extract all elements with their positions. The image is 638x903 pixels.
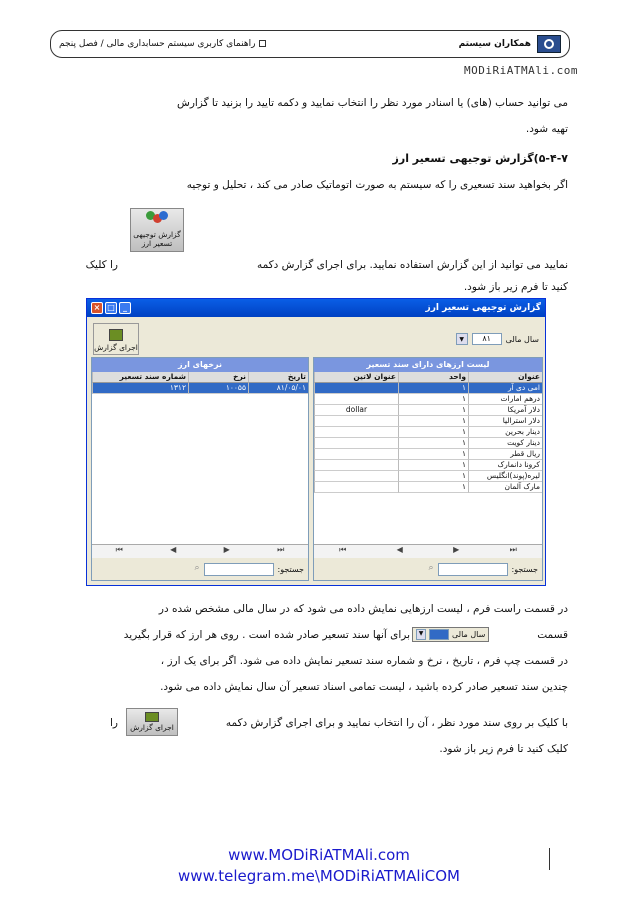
prev-record-icon[interactable]: ◀ xyxy=(170,545,177,554)
table-cell: dollar xyxy=(314,405,398,416)
chevron-down-icon[interactable]: ▼ xyxy=(456,333,468,345)
table-row[interactable] xyxy=(314,383,542,394)
paragraph-line: با کلیک بر روی سند مورد نظر ، آن را انتخاب نمایید و برای اجرای گزارش دکمه xyxy=(225,717,568,729)
book-title: راهنمای کاربری سیستم حسابداری مالی / فصل پنجم xyxy=(59,39,266,49)
footer-link[interactable]: www.telegram.me\MODiRiATMAliCOM xyxy=(178,867,460,885)
table-cell: لیره(پوند)انگلیس xyxy=(468,471,542,482)
intro-line: می توانید حساب (های) یا اسنادر مورد نظر را انتخاب نمایید و دکمه تایید را بزنید تا گزارش xyxy=(177,97,568,109)
table-cell: ۱ xyxy=(398,471,468,482)
table-cell xyxy=(314,416,398,427)
first-record-icon[interactable]: ⏮ xyxy=(115,545,123,554)
table-cell xyxy=(314,460,398,471)
table-row[interactable] xyxy=(92,383,308,394)
intro-paragraph xyxy=(68,90,568,142)
table-cell: ۱۰۰۵۵ xyxy=(188,383,248,394)
rates-table-header xyxy=(92,372,308,383)
report-people-icon xyxy=(146,211,168,227)
fiscal-year-input[interactable]: ۸۱ xyxy=(472,333,502,345)
prev-record-icon[interactable]: ◀ xyxy=(396,545,403,554)
fiscal-year-input xyxy=(429,629,449,640)
table-row[interactable] xyxy=(314,405,542,416)
paragraph-line: در قسمت چپ فرم ، تاریخ ، نرخ و شماره سند تسعیر نمایش داده می شود. اگر برای یک ارز ، xyxy=(160,655,568,667)
table-cell: ۱ xyxy=(398,383,468,394)
table-row[interactable] xyxy=(314,449,542,460)
table-row[interactable] xyxy=(314,438,542,449)
table-row[interactable] xyxy=(314,471,542,482)
table-cell: ۱ xyxy=(398,427,468,438)
fiscal-year-label: سال مالی xyxy=(452,630,486,639)
table-cell xyxy=(314,482,398,493)
company-logo-icon xyxy=(537,35,561,53)
report-window xyxy=(86,298,546,586)
search-label: جستجو: xyxy=(511,564,538,574)
last-record-icon[interactable]: ⏭ xyxy=(509,545,517,554)
table-cell xyxy=(314,449,398,460)
paragraph-line: را کلیک xyxy=(85,259,118,271)
table-row[interactable] xyxy=(314,427,542,438)
binoculars-icon[interactable]: ⌕ xyxy=(428,563,434,573)
run-report-button[interactable] xyxy=(93,323,139,355)
run-report-icon xyxy=(109,329,123,341)
rates-search xyxy=(92,558,308,580)
next-record-icon[interactable]: ▶ xyxy=(223,545,230,554)
fiscal-year-inline-image xyxy=(412,627,489,642)
window-controls xyxy=(91,302,131,314)
table-row[interactable] xyxy=(314,416,542,427)
intro-line: تهیه شود. xyxy=(525,123,568,135)
table-cell: ۱ xyxy=(398,405,468,416)
currencies-table-header xyxy=(314,372,542,383)
table-row[interactable] xyxy=(314,394,542,405)
section-title: ۵-۴-۷)گزارش توجیهی تسعیر ارز xyxy=(392,152,568,165)
paragraph-1 xyxy=(68,172,568,198)
column-header[interactable]: عنوان xyxy=(468,372,542,383)
table-cell: ۱ xyxy=(398,438,468,449)
currencies-search xyxy=(314,558,542,580)
search-input[interactable] xyxy=(204,563,274,576)
minimize-icon[interactable]: _ xyxy=(119,302,131,314)
rates-panel-title: نرخهای ارز xyxy=(92,358,308,372)
next-record-icon[interactable]: ▶ xyxy=(453,545,460,554)
binoculars-icon[interactable]: ⌕ xyxy=(194,563,200,573)
column-header[interactable]: عنوان لاتین xyxy=(314,372,398,383)
table-cell: ۱ xyxy=(398,460,468,471)
search-label: جستجو: xyxy=(277,564,304,574)
site-watermark: MODiRiATMAli.com xyxy=(464,64,578,77)
fiscal-year-selector xyxy=(456,333,539,345)
table-row[interactable] xyxy=(314,482,542,493)
chevron-down-icon: ▼ xyxy=(416,629,426,640)
first-record-icon[interactable]: ⏮ xyxy=(339,545,347,554)
run-report-icon xyxy=(145,712,159,722)
table-cell xyxy=(314,427,398,438)
column-header[interactable]: واحد xyxy=(398,372,468,383)
page-header xyxy=(50,30,570,58)
table-cell: درهم امارات xyxy=(468,394,542,405)
paragraph-line: کلیک کنید تا فرم زیر باز شود. xyxy=(439,743,568,755)
table-cell xyxy=(314,438,398,449)
table-cell xyxy=(314,383,398,394)
last-record-icon[interactable]: ⏭ xyxy=(277,545,285,554)
record-navigator xyxy=(314,544,542,558)
close-icon[interactable]: × xyxy=(91,302,103,314)
run-report-button-image xyxy=(126,708,178,736)
table-cell: ۱ xyxy=(398,482,468,493)
table-cell: دینار بحرین xyxy=(468,427,542,438)
table-cell: کرونا دانمارک xyxy=(468,460,542,471)
table-cell: ۱ xyxy=(398,394,468,405)
paragraph-line: چندین سند تسعیر صادر کرده باشید ، لیست تمامی اسناد تسعیر آن سال نمایش داده می شود. xyxy=(160,681,568,693)
currencies-panel xyxy=(313,357,543,581)
paragraph-line: را xyxy=(110,717,118,729)
run-report-label: اجرای گزارش xyxy=(94,343,138,352)
paragraph-line: نمایید می توانید از این گزارش استفاده نمایید. برای اجرای گزارش دکمه xyxy=(256,259,568,271)
window-titlebar xyxy=(87,299,545,317)
search-input[interactable] xyxy=(438,563,508,576)
table-cell: دلار آمریکا xyxy=(468,405,542,416)
table-cell: ۱ xyxy=(398,449,468,460)
paragraph-line: کنید تا فرم زیر باز شود. xyxy=(463,281,568,293)
maximize-icon[interactable]: □ xyxy=(105,302,117,314)
company-name: همکاران سیستم xyxy=(458,39,531,49)
record-navigator xyxy=(92,544,308,558)
table-cell: دلار استرالیا xyxy=(468,416,542,427)
table-cell xyxy=(314,471,398,482)
square-bullet-icon xyxy=(259,40,266,47)
fiscal-year-label: سال مالی xyxy=(505,334,539,344)
table-cell: مارک آلمان xyxy=(468,482,542,493)
paragraph-line: برای آنها سند تسعیر صادر شده است . روی هر ارز که قرار بگیرید xyxy=(123,629,410,641)
footer-link[interactable]: www.MODiRiATMAli.com xyxy=(228,846,410,864)
table-cell: دینار کویت xyxy=(468,438,542,449)
table-row[interactable] xyxy=(314,460,542,471)
paragraph-line: اگر بخواهید سند تسعیری را که سیستم به صورت اتوماتیک صادر می کند ، تحلیل و توجیه xyxy=(186,179,568,191)
table-cell xyxy=(314,394,398,405)
table-cell: امی دی آر xyxy=(468,383,542,394)
currencies-panel-title: لیست ارزهای دارای سند تسعیر xyxy=(314,358,542,372)
run-report-label: اجرای گزارش xyxy=(130,723,174,732)
column-header[interactable]: شماره سند تسعیر xyxy=(92,372,188,383)
column-header[interactable]: نرخ xyxy=(188,372,248,383)
report-button-label-2: تسعیر ارز xyxy=(141,239,173,248)
window-title: گزارش توجیهی تسعیر ارز xyxy=(425,303,541,313)
paragraph-2 xyxy=(68,596,568,622)
table-cell: ۸۱/۰۵/۰۱ xyxy=(248,383,308,394)
report-button-image xyxy=(130,208,184,252)
rates-panel xyxy=(91,357,309,581)
table-cell: ریال قطر xyxy=(468,449,542,460)
column-header[interactable]: تاریخ xyxy=(248,372,308,383)
table-cell: ۱۳۱۲ xyxy=(92,383,188,394)
table-cell: ۱ xyxy=(398,416,468,427)
report-button-label-1: گزارش توجیهی xyxy=(133,230,181,239)
paragraph-line: در قسمت راست فرم ، لیست ارزهایی نمایش داده می شود که در سال مالی مشخص شده در xyxy=(158,603,568,615)
paragraph-line: قسمت xyxy=(537,629,568,641)
